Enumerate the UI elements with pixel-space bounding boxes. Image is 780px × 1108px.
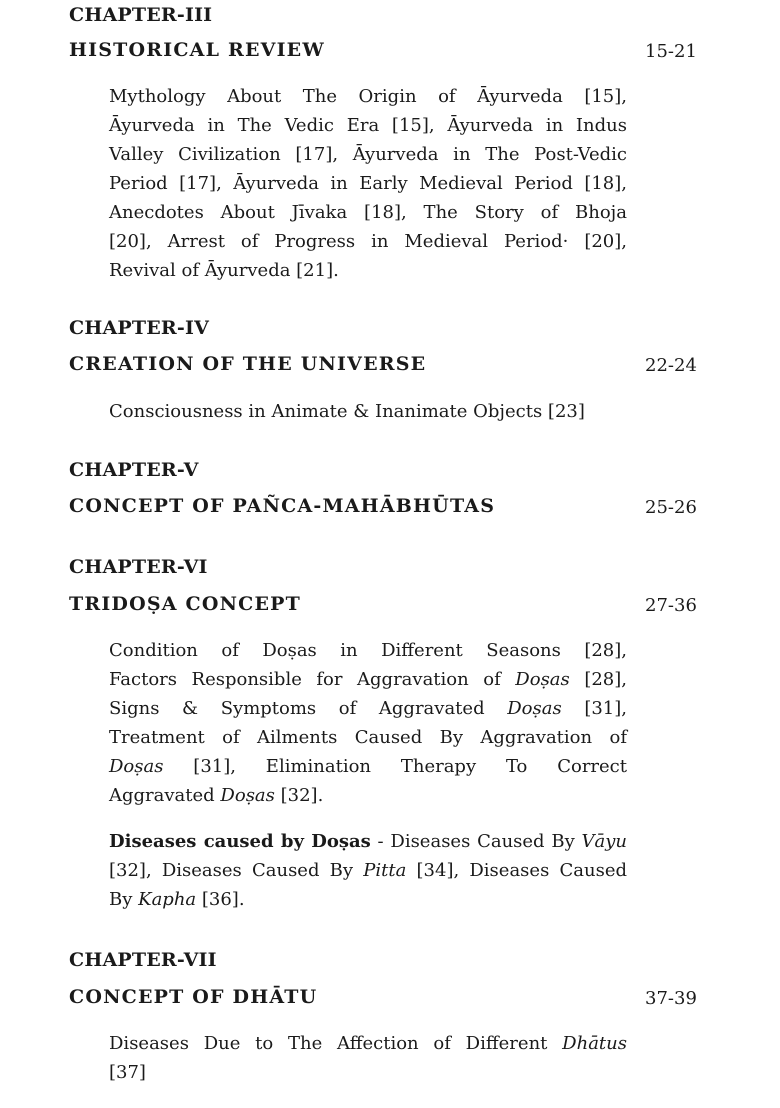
chapter-title: HISTORICAL REVIEW [69, 39, 325, 61]
chapter-label: CHAPTER-V [69, 459, 199, 481]
text-segment: - Diseases Caused By [370, 831, 582, 852]
chapter-label: CHAPTER-VII [69, 949, 217, 971]
italic-term: Doṣas [109, 756, 164, 777]
italic-term: Vāyu [581, 831, 627, 852]
description-line: Āyurveda in The Vedic Era [15], Āyurveda in Indus [109, 115, 627, 136]
text-segment: [34], Diseases Caused [406, 860, 627, 881]
text-segment: Aggravated [109, 785, 221, 806]
description-line: Condition of Doṣas in Different Seasons [28], [109, 640, 627, 661]
text-segment: [31], [561, 698, 627, 719]
italic-term: Kapha [138, 889, 197, 910]
description-line: Anecdotes About Jīvaka [18], The Story of Bhoja [109, 202, 627, 223]
bold-heading: Diseases caused by Doṣas [109, 831, 371, 852]
chapter-title: TRIDOṢA CONCEPT [69, 593, 301, 615]
italic-term: Dhātus [562, 1033, 627, 1054]
text-segment: [36]. [196, 889, 245, 910]
page-range: 27-36 [645, 595, 697, 616]
description-line [109, 781, 627, 810]
chapter-label: CHAPTER-III [69, 4, 213, 26]
description-line [109, 665, 627, 694]
page-range: 37-39 [645, 988, 697, 1009]
description-line [109, 694, 627, 723]
chapter-description [109, 397, 627, 426]
description-line: Valley Civilization [17], Āyurveda in The Post-Vedic [109, 144, 627, 165]
italic-term: Doṣas [220, 785, 275, 806]
diseases-paragraph [109, 827, 627, 914]
text-segment: [28], [569, 669, 627, 690]
description-line [109, 885, 627, 914]
italic-term: Doṣas [515, 669, 570, 690]
page-range: 15-21 [645, 41, 697, 62]
text-segment: Signs & Symptoms of Aggravated [109, 698, 508, 719]
chapter-description [109, 1029, 627, 1087]
text-segment: [31], Elimination Therapy To Correct [163, 756, 627, 777]
text-segment: [32], Diseases Caused By [109, 860, 364, 881]
text-segment: By [109, 889, 139, 910]
description-line [109, 856, 627, 885]
page-range: 25-26 [645, 497, 697, 518]
text-segment: [32]. [274, 785, 324, 806]
description-line: Treatment of Ailments Caused By Aggravation of [109, 727, 627, 748]
italic-term: Doṣas [507, 698, 562, 719]
description-line [109, 1029, 627, 1058]
chapter-label: CHAPTER-VI [69, 556, 208, 578]
description-line [109, 752, 627, 781]
description-line: Revival of Āyurveda [21]. [109, 260, 339, 281]
chapter-description [109, 82, 627, 285]
page-range: 22-24 [645, 355, 697, 376]
description-line: Mythology About The Origin of Āyurveda [15], [109, 86, 627, 107]
description-line: Period [17], Āyurveda in Early Medieval Period [18], [109, 173, 627, 194]
text-segment: Factors Responsible for Aggravation of [109, 669, 516, 690]
chapter-title: CONCEPT OF DHĀTU [69, 986, 318, 1008]
italic-term: Pitta [363, 860, 407, 881]
chapter-description [109, 636, 627, 810]
description-line: [37] [109, 1062, 146, 1083]
chapter-title: CREATION OF THE UNIVERSE [69, 353, 427, 375]
text-segment: Diseases Due to The Affection of Different [109, 1033, 563, 1054]
description-line: [20], Arrest of Progress in Medieval Period· [20], [109, 231, 627, 252]
description-line [109, 827, 627, 856]
chapter-label: CHAPTER-IV [69, 317, 210, 339]
description-line: Consciousness in Animate & Inanimate Objects [23] [109, 401, 585, 422]
chapter-title: CONCEPT OF PAÑCA-MAHĀBHŪTAS [69, 495, 496, 517]
